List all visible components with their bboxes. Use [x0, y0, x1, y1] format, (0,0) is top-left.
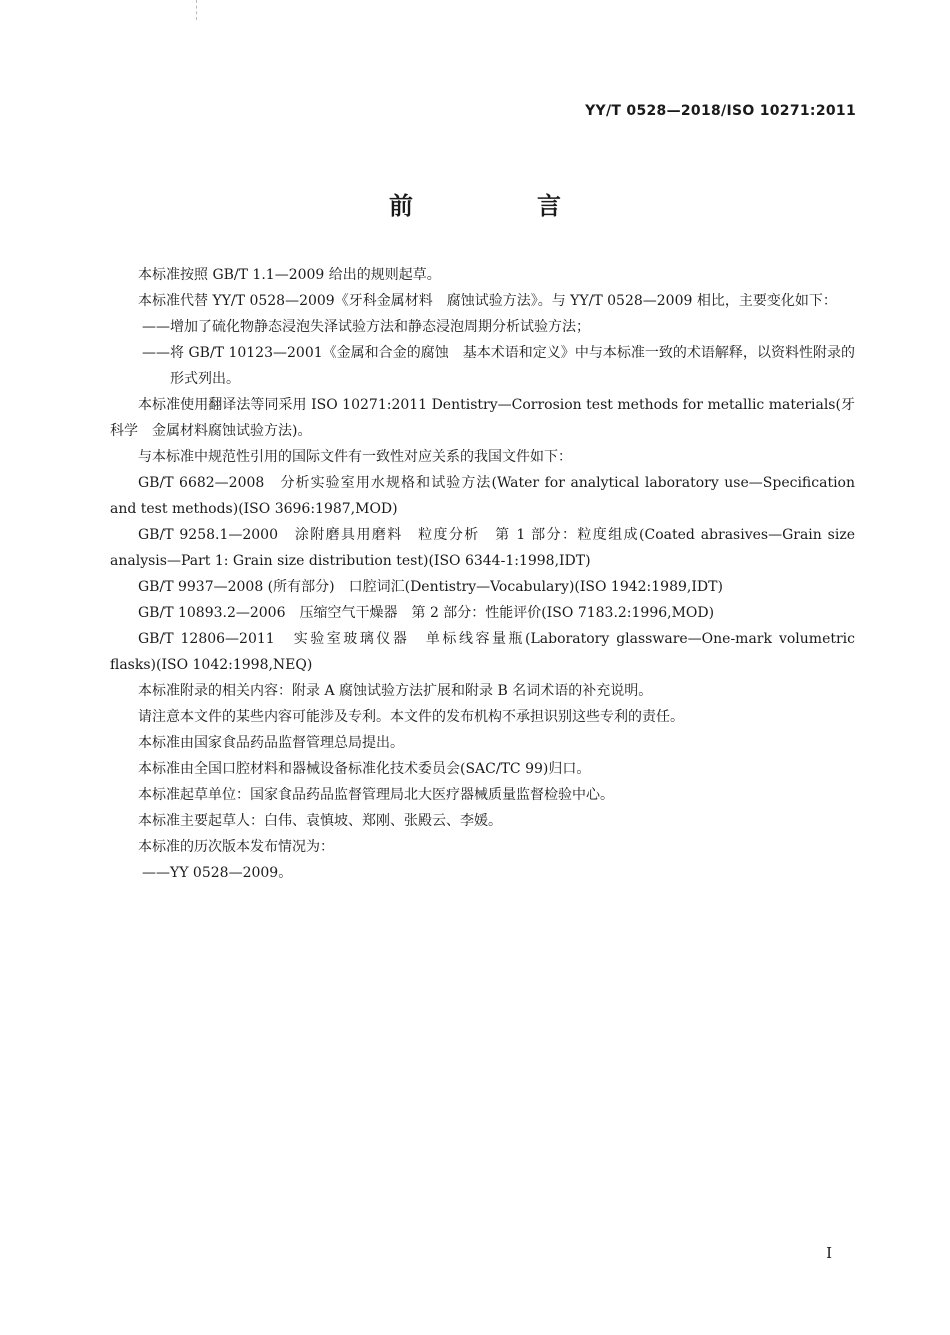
- paragraph: 本标准由全国口腔材料和器械设备标准化技术委员会(SAC/TC 99)归口。: [138, 761, 591, 777]
- document-code: YY/T 0528—2018/ISO 10271:2011: [585, 103, 856, 119]
- paragraph: 本标准的历次版本发布情况为：: [138, 839, 334, 855]
- dash-item: ——增加了硫化物静态浸泡失泽试验方法和静态浸泡周期分析试验方法；: [142, 319, 590, 335]
- scan-artifact-line: [196, 0, 198, 20]
- reference-item: GB/T 9258.1—2000 涂附磨具用磨料 粒度分析 第 1 部分：粒度组成(Coated abrasives—Grain size analysis—Part 1: Grain size distribution test)(ISO 6344-1:1998,IDT): [110, 527, 855, 569]
- page-number: I: [826, 1244, 832, 1262]
- paragraph: 与本标准中规范性引用的国际文件有一致性对应关系的我国文件如下：: [138, 449, 572, 465]
- foreword-body: [110, 262, 855, 886]
- paragraph: 本标准使用翻译法等同采用 ISO 10271:2011 Dentistry—Corrosion test methods for metallic materials(牙科学 金属材料腐蚀试验方法)。: [110, 397, 855, 439]
- page-title: 前 言: [389, 192, 611, 220]
- paragraph: 请注意本文件的某些内容可能涉及专利。本文件的发布机构不承担识别这些专利的责任。: [138, 709, 684, 725]
- reference-item: GB/T 10893.2—2006 压缩空气干燥器 第 2 部分：性能评价(ISO 7183.2:1996,MOD): [138, 605, 715, 621]
- reference-item: GB/T 6682—2008 分析实验室用水规格和试验方法(Water for analytical laboratory use—Specification and test methods)(ISO 3696:1987,MOD): [110, 475, 855, 517]
- paragraph: 本标准代替 YY/T 0528—2009《牙科金属材料 腐蚀试验方法》。与 YY/T 0528—2009 相比，主要变化如下：: [138, 293, 837, 309]
- reference-item: GB/T 9937—2008 (所有部分) 口腔词汇(Dentistry—Vocabulary)(ISO 1942:1989,IDT): [138, 579, 723, 595]
- paragraph: 本标准附录的相关内容：附录 A 腐蚀试验方法扩展和附录 B 名词术语的补充说明。: [138, 683, 653, 699]
- paragraph: 本标准由国家食品药品监督管理总局提出。: [138, 735, 404, 751]
- dash-item: ——YY 0528—2009。: [142, 865, 293, 881]
- paragraph: 本标准按照 GB/T 1.1—2009 给出的规则起草。: [138, 267, 441, 283]
- dash-item: ——将 GB/T 10123—2001《金属和合金的腐蚀 基本术语和定义》中与本标准一致的术语解释，以资料性附录的形式列出。: [142, 345, 855, 387]
- paragraph: 本标准起草单位：国家食品药品监督管理局北大医疗器械质量监督检验中心。: [138, 787, 614, 803]
- reference-item: GB/T 12806—2011 实验室玻璃仪器 单标线容量瓶(Laboratory glassware—One-mark volumetric flasks)(ISO 1042:1998,NEQ): [110, 631, 855, 673]
- paragraph: 本标准主要起草人：白伟、袁慎坡、郑刚、张殿云、李媛。: [138, 813, 502, 829]
